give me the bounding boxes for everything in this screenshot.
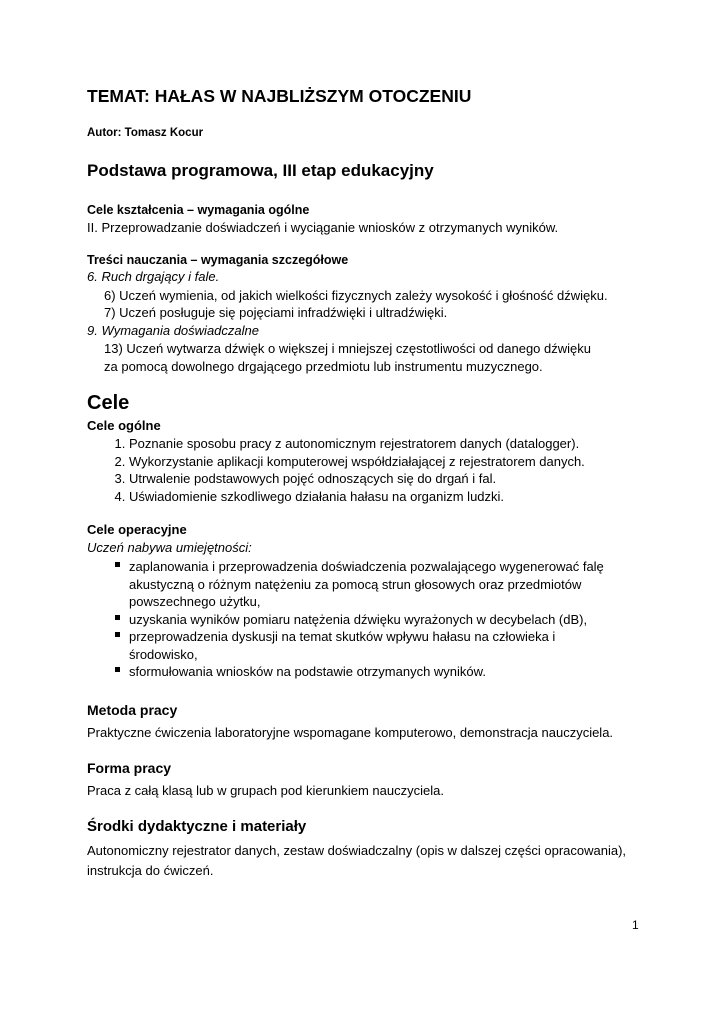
- list-item: 1. Poznanie sposobu pracy z autonomicznym rejestratorem danych (datalogger).: [129, 435, 647, 453]
- page-number: 1: [632, 918, 639, 932]
- bullet-icon: [115, 562, 120, 567]
- list-item: sformułowania wniosków na podstawie otrzymanych wyników.: [87, 663, 629, 681]
- list-item: uzyskania wyników pomiaru natężenia dźwięku wyrażonych w decybelach (dB),: [87, 611, 629, 629]
- goals-heading: Cele: [87, 392, 130, 414]
- author-line: Autor: Tomasz Kocur: [87, 127, 204, 139]
- bullet-icon: [115, 615, 120, 620]
- list-item: zaplanowania i przeprowadzenia doświadczenia pozwalającego wygenerować falę akustyczną o różnym natężeniu za pomocą strun głosowych oraz przedmiotów powszechnego użytku,: [87, 558, 629, 611]
- specific-requirements-heading: Treści nauczania – wymagania szczegółowe: [87, 253, 349, 267]
- list-item: przeprowadzenia dyskusji na temat skutków wpływu hałasu na człowieka i środowisko,: [87, 628, 599, 663]
- operational-goals-heading: Cele operacyjne: [87, 522, 187, 537]
- materials-heading: Środki dydaktyczne i materiały: [87, 818, 307, 835]
- operational-goals-intro: Uczeń nabywa umiejętności:: [87, 540, 252, 555]
- form-heading: Forma pracy: [87, 760, 172, 776]
- materials-text-continuation: instrukcja do ćwiczeń.: [87, 863, 214, 878]
- requirement-item-continuation: za pomocą dowolnego drgającego przedmiotu lub instrumentu muzycznego.: [104, 359, 543, 374]
- operational-goals-list: [87, 558, 629, 681]
- general-requirements-heading: Cele kształcenia – wymagania ogólne: [87, 203, 310, 217]
- method-text: Praktyczne ćwiczenia laboratoryjne wspomagane komputerowo, demonstracja nauczyciela.: [87, 725, 614, 740]
- general-goals-heading: Cele ogólne: [87, 418, 161, 433]
- requirements-group-title: 6. Ruch drgający i fale.: [87, 269, 220, 284]
- bullet-icon: [115, 632, 120, 637]
- requirements-group-title: 9. Wymagania doświadczalne: [87, 323, 259, 338]
- general-requirements-text: II. Przeprowadzanie doświadczeń i wyciąganie wniosków z otrzymanych wyników.: [87, 220, 559, 235]
- document-title: TEMAT: HAŁAS W NAJBLIŻSZYM OTOCZENIU: [87, 86, 472, 106]
- requirement-item: 6) Uczeń wymienia, od jakich wielkości fizycznych zależy wysokość i głośność dźwięku.: [104, 288, 608, 303]
- materials-text: Autonomiczny rejestrator danych, zestaw doświadczalny (opis w dalszej części opracowania),: [87, 843, 627, 858]
- section-heading-basis: Podstawa programowa, III etap edukacyjny: [87, 161, 434, 180]
- bullet-icon: [115, 667, 120, 672]
- list-item: 2. Wykorzystanie aplikacji komputerowej współdziałającej z rejestratorem danych.: [129, 453, 647, 471]
- requirement-item: 13) Uczeń wytwarza dźwięk o większej i mniejszej częstotliwości od danego dźwięku: [104, 341, 591, 356]
- requirement-item: 7) Uczeń posługuje się pojęciami infradźwięki i ultradźwięki.: [104, 305, 448, 320]
- list-item: 4. Uświadomienie szkodliwego działania hałasu na organizm ludzki.: [129, 488, 647, 506]
- method-heading: Metoda pracy: [87, 702, 178, 718]
- form-text: Praca z całą klasą lub w grupach pod kierunkiem nauczyciela.: [87, 783, 444, 798]
- list-item: 3. Utrwalenie podstawowych pojęć odnoszących się do drgań i fal.: [129, 470, 647, 488]
- general-goals-list: [87, 435, 647, 506]
